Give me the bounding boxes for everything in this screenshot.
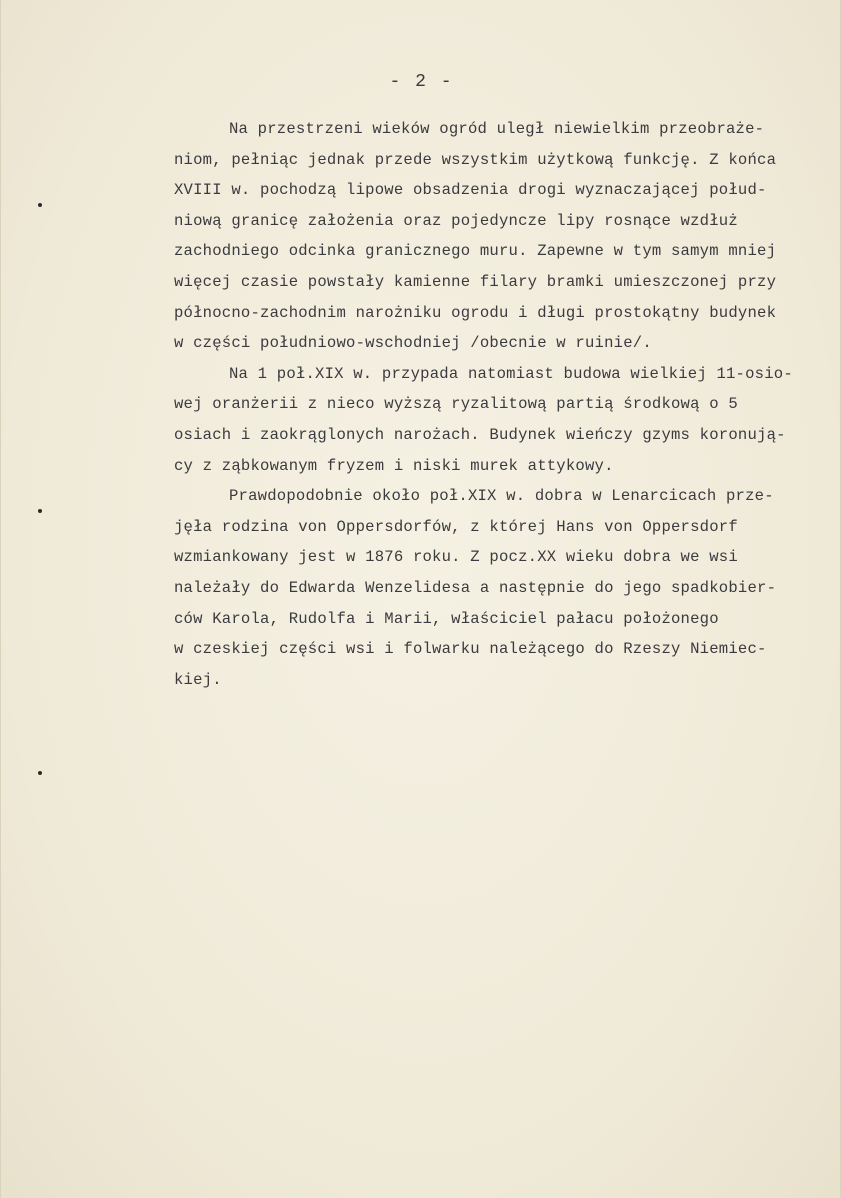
paragraph-1-line-2: niom, pełniąc jednak przede wszystkim użytkową funkcję. Z końca [174, 150, 777, 169]
paragraph-1-line-3: XVIII w. pochodzą lipowe obsadzenia drogi wyznaczającej połud- [174, 181, 767, 200]
margin-dot-1 [38, 203, 42, 207]
paragraph-3-line-2: jęła rodzina von Oppersdorfów, z której Hans von Oppersdorf [174, 517, 738, 536]
paragraph-2-line-1: Na 1 poł.XIX w. przypada natomiast budowa wielkiej 11-osio- [229, 364, 793, 383]
paragraph-3-line-1: Prawdopodobnie około poł.XIX w. dobra w Lenarcicach prze- [229, 487, 774, 506]
document-body [174, 114, 834, 695]
paragraph-2-line-4: cy z ząbkowanym fryzem i niski murek attykowy. [174, 456, 614, 475]
paragraph-1-line-4: niową granicę założenia oraz pojedyncze lipy rosnące wzdłuż [174, 211, 738, 230]
margin-dot-2 [38, 509, 42, 513]
paragraph-2-line-2: wej oranżerii z nieco wyższą ryzalitową partią środkową o 5 [174, 395, 738, 414]
page-number: - 2 - [389, 72, 454, 92]
paragraph-3-line-5: ców Karola, Rudolfa i Marii, właściciel pałacu położonego [174, 609, 719, 628]
paragraph-1-line-5: zachodniego odcinka granicznego muru. Zapewne w tym samym mniej [174, 242, 777, 261]
paragraph-3-line-6: w czeskiej części wsi i folwarku należącego do Rzeszy Niemiec- [174, 640, 767, 659]
paragraph-3-line-7: kiej. [174, 670, 222, 689]
paragraph-1-line-7: północno-zachodnim narożniku ogrodu i długi prostokątny budynek [174, 303, 777, 322]
paragraph-2-line-3: osiach i zaokrąglonych narożach. Budynek wieńczy gzyms koronują- [174, 425, 786, 444]
paragraph-3-line-3: wzmiankowany jest w 1876 roku. Z pocz.XX wieku dobra we wsi [174, 548, 738, 567]
paragraph-1-line-8: w części południowo-wschodniej /obecnie w ruinie/. [174, 334, 652, 353]
paragraph-3-line-4: należały do Edwarda Wenzelidesa a następnie do jego spadkobier- [174, 578, 777, 597]
margin-dot-3 [38, 771, 42, 775]
paragraph-1-line-1: Na przestrzeni wieków ogród uległ niewielkim przeobraże- [229, 120, 765, 138]
paragraph-1-line-6: więcej czasie powstały kamienne filary bramki umieszczonej przy [174, 272, 777, 291]
